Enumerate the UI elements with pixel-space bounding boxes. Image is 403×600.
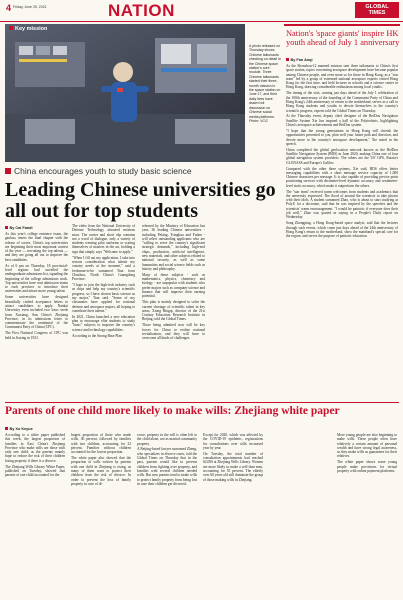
paragraph: On Tuesday, the total number of consultation appointments had reached 62,000 at Zhejiang Wills Library. Women are more likely to make a will than men, accounting for 55 percent. The elderly over 60 years old still dominate the group of those making wills in Zhejiang.: [203, 451, 263, 482]
section-title: NATION: [108, 1, 175, 20]
paragraph: The First National Congress of CPC was held in Jiaxing in 1921.: [5, 331, 68, 340]
paragraph: vorce, property in the will is often left to the child alone, not as marital community property.: [137, 433, 197, 446]
paragraph: In 2021, China launched a new education plan to encourage elite students to study "basic" subjects to improve the country's science and technology capabilities.: [72, 314, 135, 332]
header-rule: [0, 21, 403, 22]
global-times-logo: [355, 2, 399, 18]
space-giants-story: [284, 24, 400, 400]
kicker-square-icon: [5, 168, 11, 174]
logo-line-2: TIMES: [368, 10, 386, 16]
wills-byline: [5, 427, 33, 431]
wills-column-6: [337, 433, 397, 475]
paragraph: China completed the global geolocation network known as the BeiDou Satellite Navigation System (BDS) in June 2020, making China one of four global navigation system providers. The others are the US' GPS, Russia's GLONASS and Europe's Galileo.: [286, 147, 398, 165]
photo-tag-text: Key mission: [15, 26, 48, 32]
paragraph: Song Zhongping, a Hong Kong-based space analyst, said that the lectures through such events, which come just days ahead of the 24th anniversary of Hong Kong's return to the motherland, show the mainland's special care for the region, and serves the purpose of patriotic education.: [286, 221, 398, 239]
paragraph: The white paper shows some young people make provisions for virtual property with online payment platforms.: [337, 460, 397, 473]
photo-caption: [249, 44, 281, 123]
main-byline-text: By Cai Fandi: [9, 226, 33, 230]
page-number: 4: [6, 3, 12, 13]
paragraph: According to the Strong Base Plan: [72, 333, 122, 338]
paragraph: This plan is mainly designed to solve the current shortage of scientific talent in key areas, Xiong Bingqi, director of the 21st Century Education Research Institute in Beijing, told the Global Times.: [142, 300, 205, 322]
photo-caption-text: A photo released on Thursday shows Chinese taikonauts checking on detail in the Chinese space station's core module. Three Chinese taikonauts started their three-month mission in the space station on June 17, and their daily lives have drawn hot discussion on Chinese social media platforms.: [249, 44, 281, 119]
paragraph: As of 6 pm on Thursday, 18 provincial-level regions had unveiled the undergraduate admissions list, signaling the beginning of the college admissions work. Top universities have sent admission teams to each province to introduce their universities and attract more young talent.: [5, 263, 68, 294]
paragraph: As the Shenzhou-12 manned mission sent three taikonauts to China's first space station, topics concerning aerospace development have become popular among Chinese people, and even more so for those in Hong Kong, as a "star team" led by a group of esteemed national aerospace experts visited Hong Kong for the first time, and held lectures in schools and a science center in Hong Kong, drawing considerable enthusiasm among local youths.: [286, 64, 398, 90]
paragraph: As this year's college entrance exam, the gaokao, enters the final chapter with the release of scores, China's top universities are beginning their most important contest of the year — recruiting the top talents — and they are going all out to improve the best candidates.: [5, 232, 68, 262]
wills-headline: Parents of one child more likely to make wills: Zhejiang white paper: [5, 405, 340, 417]
space-giants-byline: [286, 58, 313, 62]
byline-square-icon: [5, 427, 8, 430]
wills-column-1: [5, 433, 65, 479]
paragraph: According to a white paper published this week, the largest proportion of families in East China's Zhejiang Province who make wills are those with only one child, as the parents mainly hope to reduce the risk of their children losing property if there is a divorce.: [5, 433, 65, 463]
main-column-2: [72, 224, 135, 339]
byline-square-icon: [5, 226, 8, 229]
wills-column-3: [137, 433, 197, 488]
paragraph: Except for 2020, which was affected by the COVID-19 epidemic, registrations for consultations over wills increased year by year.: [203, 433, 263, 450]
paragraph: Many of these subjects - such as mathematics, physics, chemistry and biology - are unpopular with students who prefer majors such as computer science and finance that will improve their earning potential.: [142, 272, 205, 299]
paragraph: More young people are also beginning to make wills. These people often have relatively a certain amount of personal wealth and have strong legal awareness, so they make wills as guarantees for their relatives.: [337, 433, 397, 459]
wills-byline-text: By Xu Keyue: [9, 427, 33, 431]
paragraph: Some universities have designed beautifully crafted acceptance letters to attract candidates to apply. Nankai University even included two lotus seeds from Xuxiang, Sun China's Zhejiang Province, in its admissions letter to commemorate the centennial of the Communist Party of China (CPC).: [5, 295, 68, 330]
paragraph: The video from the National University of Defense Technology attracted netizens most. The corner and short clip contains not a word of dialogue, only a variety of students wearing pilot uniforms or scaring themselves of masters in the art, holding a sign that simply says "Welcome to apply.": [72, 224, 135, 254]
paragraph: "I hope that the young generations in Hong Kong will cherish the opportunities presented to you, plan well your future path and direction, and devote more to the country's aerospace development," Xie noted in the speech.: [286, 128, 398, 146]
paragraph: "I hope to join the high-tech industry such as chips and help my country's scientific progress, so I have chosen basic science as my major," Tian said. "Some of my classmates have applied for national defense and aerospace majors, all hoping to contribute their talents.": [72, 283, 135, 313]
photo-credit: Photo: VCG: [249, 118, 268, 123]
paragraph: The timing of the visit, coming just days ahead of the July 1 celebration of the 100th anniversary of the founding of the Communist Party of China and Hong Kong's 24th anniversary of return to the motherland, serves as a call to Hong Kong students and youths to devote themselves to the country's scientific progress, experts told the Global Times on Thursday.: [286, 91, 398, 113]
paragraph: "When I fill out my application, I take into serious consideration what talents my country needs at the moment," said a freshman-to-be surnamed Tian from Chuzhou, North China's Guangdong Province.: [72, 255, 135, 282]
logo-line-1: GLOBAL: [365, 4, 389, 10]
main-column-3: [142, 224, 205, 342]
photo-tag: [9, 26, 47, 32]
paragraph: released by the Ministry of Education last year, 36 leading Chinese universities - including Peking, Tsinghua and Fudan - will select outstanding applicants who are "willing to serve the country's significant strategic demands," including high-end chips, production, artificial intelligence, new materials, and other subjects related to national security, as well as some humanities and social science fields such as history and philosophy.: [142, 224, 205, 271]
space-giants-headline: Nation's 'space giants' inspire HK youth ahead of July 1 anniversary: [286, 29, 400, 47]
paragraph: Compared with the other three systems, Xie said, BDS offers better messaging capabilities with a short message service capacity of 1,000 Chinese characters per message. It is also capable of providing precise point positioning services with decimeter-level dynamic accuracy and centimeter-level static accuracy, which make it outperform the others.: [286, 166, 398, 188]
wills-column-2: [71, 433, 131, 488]
date-line: Friday, June 25, 2021: [13, 5, 47, 9]
key-mission-photo: [5, 24, 245, 162]
main-kicker: [5, 166, 192, 176]
space-station-interior-illustration: [5, 24, 245, 162]
paragraph: largest proportion of those who made wills, 30 percent, followed by families with two children, accounting for 32 percent. Families without children accounted for the lowest proportion.: [71, 433, 131, 455]
space-giants-body: [286, 64, 398, 240]
paragraph: A Beijing-based lawyer surnamed Zheng, who specializes in divorce cases, told the Global Times on Thursday that in the past, parents would like to prevent children from fighting over property, and families with several children needed wills. But now parents tend to make wills to protect family property from being lost in case their children get divorced.: [137, 447, 197, 486]
paragraph: At the Thursday event, deputy chief designer of the BeiDou Navigation Satellite System Xie Jun inspired a hall of the Polytechnic, highlighting China's aerospace achievements and BeiDou system.: [286, 114, 398, 128]
byline-square-icon: [286, 58, 289, 61]
paragraph: The "star team" received warm welcomes from students and academics that the university expressed. The flood of around the scientists to take photos with their idols. A student surnamed Zhao, who is about to start studying at PolyU for a doctorate, said that he was inspired by the speeches and the scientists' warm encouragement. "I would be patriotic if everyone does their job well," Zhao was quoted as saying in a People's Daily report on Wednesday.: [286, 189, 398, 220]
wills-column-4: [203, 433, 263, 483]
main-column-1: [5, 232, 68, 342]
main-byline: [5, 226, 33, 230]
paragraph: The white paper also showed that the proportion of wills written by parents with one child in Zhejiang is rising, as many of them want to protect their children from the risk of divorce. In order to prevent the loss of family property in case of di-: [71, 456, 131, 486]
tag-square-icon: [9, 26, 13, 30]
space-giants-byline-text: By Fan Anqi: [290, 58, 313, 62]
bottom-story-rule: [5, 402, 399, 403]
paragraph: The Zhejiang Wills Library White Paper, published on Tuesday, showed that parents of one child accounted for the: [5, 464, 65, 478]
paragraph: Those being admitted now will be key forces for China to realize national revitalization, and they will have to overcome all kinds of challenges.: [142, 323, 205, 341]
page-header: [0, 0, 403, 22]
main-headline: Leading Chinese universities go all out for top students: [5, 179, 276, 222]
main-kicker-text: China encourages youth to study basic science: [14, 166, 192, 176]
